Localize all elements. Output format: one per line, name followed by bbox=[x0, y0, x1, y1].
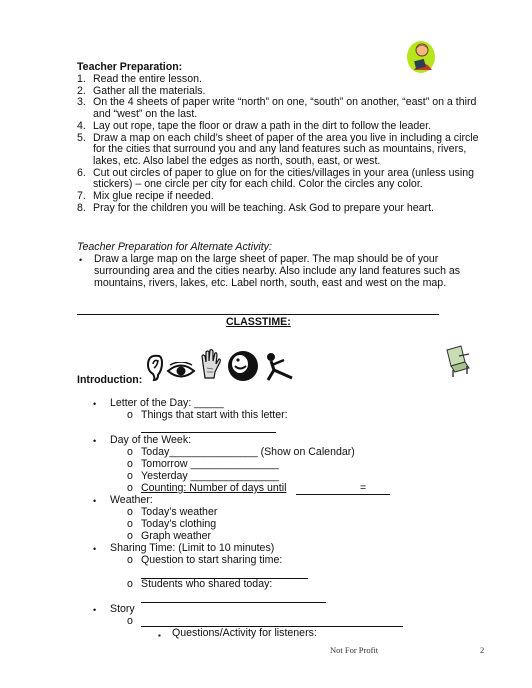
prep-item-number: 7. bbox=[77, 190, 86, 202]
letter-of-day: Letter of the Day: _____ bbox=[110, 397, 224, 409]
weather-item: Today’s clothing bbox=[141, 518, 217, 530]
circle-marker: o bbox=[127, 482, 133, 494]
prep-item-number: 2. bbox=[77, 84, 86, 97]
eye-icon bbox=[166, 362, 196, 380]
mouth-nose-icon bbox=[226, 349, 260, 383]
circle-marker: o bbox=[127, 518, 133, 530]
prep-item-number: 3. bbox=[77, 96, 86, 109]
circle-marker: o bbox=[127, 530, 133, 542]
letter-things-prompt: Things that start with this letter: bbox=[141, 409, 288, 421]
square-marker: ▪ bbox=[158, 631, 161, 640]
classtime-title: CLASSTIME: bbox=[226, 316, 291, 328]
story-label: Story bbox=[110, 603, 135, 615]
prep-item-text: Draw a map on each child’s sheet of paper of the area you live in including a circle bbox=[93, 131, 479, 144]
prep-item-number: 5. bbox=[77, 131, 86, 144]
weather-label: Weather: bbox=[110, 494, 153, 506]
movement-figure-icon bbox=[262, 352, 296, 382]
prep-item-text: Gather all the materials. bbox=[93, 84, 206, 97]
bullet: • bbox=[93, 399, 97, 409]
prep-item-text: Cut out circles of paper to glue on for the cities/villages in your area (unless using bbox=[93, 166, 474, 179]
circle-marker: o bbox=[127, 506, 133, 518]
blank-line bbox=[141, 602, 326, 603]
classroom-chair-clipart bbox=[443, 344, 473, 378]
blank-line bbox=[141, 432, 276, 433]
circle-marker: o bbox=[127, 615, 133, 627]
story-questions-prompt: Questions/Activity for listeners: bbox=[172, 627, 317, 639]
prep-item-number: 8. bbox=[77, 201, 86, 214]
alternate-line-3: mountains, rivers, lakes, etc. Label north, south, east and west on the map. bbox=[94, 277, 447, 289]
page-number: 2 bbox=[480, 645, 485, 655]
tomorrow-field: Tomorrow _______________ bbox=[141, 458, 279, 470]
prep-item-text: and “west” on the last. bbox=[93, 108, 198, 121]
weather-item: Today’s weather bbox=[141, 506, 218, 518]
prep-item-text: On the 4 sheets of paper write “north” on one, “south” on another, “east” on a third bbox=[93, 96, 477, 109]
section-divider bbox=[77, 314, 439, 315]
blank-line bbox=[296, 494, 390, 495]
prep-item-text: for the cities that surround you and any land features such as mountains, rivers, bbox=[93, 143, 467, 156]
prep-item-number: 1. bbox=[77, 73, 86, 85]
prep-item-text: lakes, etc. Also label the edges as north, south, east, or west. bbox=[93, 154, 381, 167]
circle-marker: o bbox=[127, 458, 133, 470]
teacher-preparation-heading: Teacher Preparation: bbox=[77, 61, 183, 73]
counting-field: Counting: Number of days until bbox=[141, 482, 287, 494]
alternate-line-1: Draw a large map on the large sheet of paper. The map should be of your bbox=[94, 253, 439, 265]
footer-text: Not For Profit bbox=[330, 645, 379, 655]
bullet: • bbox=[93, 544, 97, 554]
circle-marker: o bbox=[127, 470, 133, 482]
alternate-line-2: surrounding area and the cities nearby. Also include any land features such as bbox=[94, 265, 461, 277]
circle-marker: o bbox=[127, 578, 133, 590]
sharing-time-label: Sharing Time: (Limit to 10 minutes) bbox=[110, 542, 275, 554]
sharing-question-prompt: Question to start sharing time: bbox=[141, 554, 283, 566]
yesterday-field: Yesterday _______________ bbox=[141, 470, 280, 482]
ear-icon bbox=[145, 352, 165, 382]
circle-marker: o bbox=[127, 409, 133, 421]
teacher-reading-clipart bbox=[406, 40, 438, 78]
alternate-activity-heading: Teacher Preparation for Alternate Activity: bbox=[77, 241, 272, 253]
hand-icon bbox=[199, 348, 223, 380]
prep-item-number: 4. bbox=[77, 119, 86, 132]
students-shared-prompt: Students who shared today: bbox=[141, 578, 273, 590]
day-of-week: Day of the Week: bbox=[110, 434, 192, 446]
equals-sign: = bbox=[360, 482, 367, 494]
prep-item-text: Read the entire lesson. bbox=[93, 73, 202, 85]
prep-item-text: stickers) – one circle per city for each child. Color the circles any color. bbox=[93, 178, 423, 191]
bullet: • bbox=[79, 255, 83, 265]
bullet: • bbox=[93, 436, 97, 446]
bullet: • bbox=[93, 605, 97, 615]
prep-item-text: Lay out rope, tape the floor or draw a path in the dirt to follow the leader. bbox=[93, 119, 432, 132]
introduction-label: Introduction: bbox=[77, 374, 143, 386]
bullet: • bbox=[93, 496, 97, 506]
prep-item-number: 6. bbox=[77, 166, 86, 179]
prep-item-text: Pray for the children you will be teaching. Ask God to prepare your heart. bbox=[93, 201, 434, 214]
prep-item-text: Mix glue recipe if needed. bbox=[93, 190, 214, 202]
circle-marker: o bbox=[127, 554, 133, 566]
circle-marker: o bbox=[127, 446, 133, 458]
weather-item: Graph weather bbox=[141, 530, 212, 542]
today-field: Today_______________ (Show on Calendar) bbox=[141, 446, 355, 458]
